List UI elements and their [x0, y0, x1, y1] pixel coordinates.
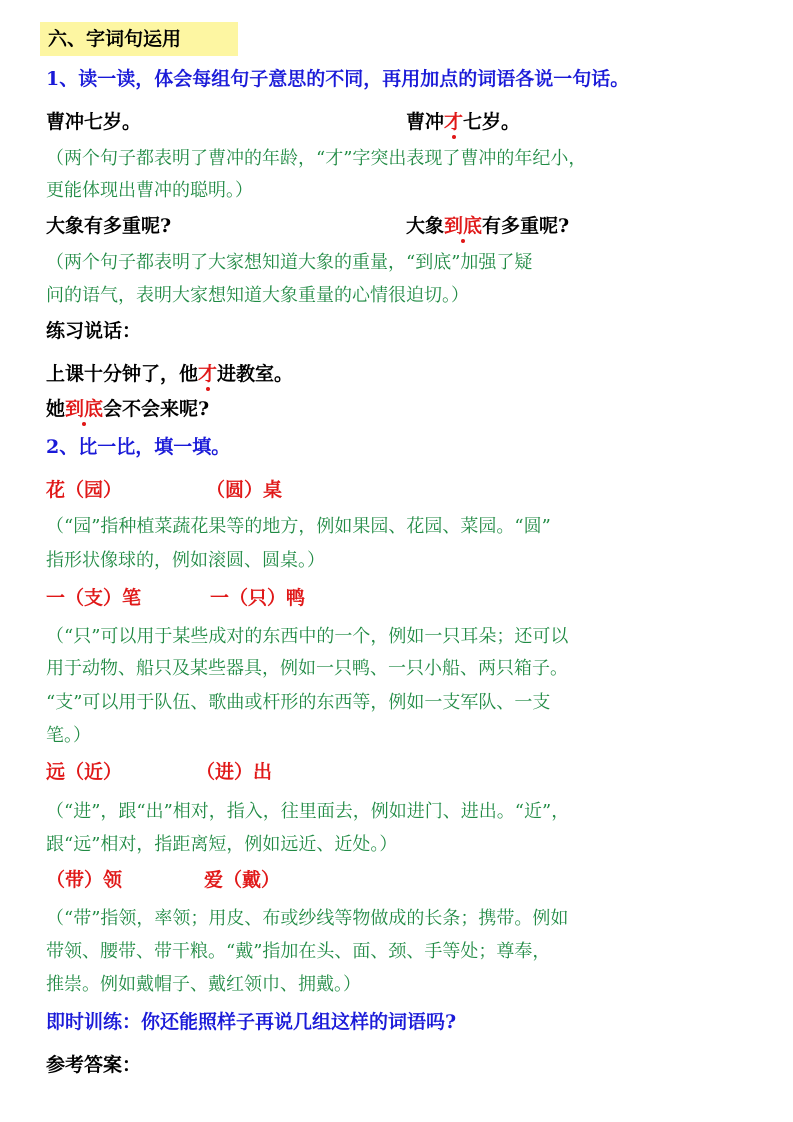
sentence-emphasized: 曹冲才七岁。	[406, 111, 521, 133]
dotted-word: 到底	[444, 215, 483, 237]
word-b: 一（只）鸭	[210, 587, 306, 609]
explanation-line: （“园”指种植菜蔬花果等的地方，例如果园、花园、菜园。“圆”	[46, 516, 551, 537]
dotted-word: 才	[198, 363, 218, 385]
dotted-word: 才	[444, 111, 464, 133]
question-2-heading: 2、比一比，填一填。	[46, 436, 231, 458]
word-a: 花（园）	[46, 479, 123, 501]
explanation-line: （“带”指领，率领；用皮、布或纱线等物做成的长条；携带。例如	[46, 908, 569, 929]
practice-sentence-1: 上课十分钟了，他才进教室。	[46, 363, 294, 385]
explanation-line: （“只”可以用于某些成对的东西中的一个，例如一只耳朵；还可以	[46, 626, 569, 647]
sentence-plain: 大象有多重呢?	[46, 215, 172, 237]
explanation-line: （两个句子都表明了大家想知道大象的重量，“到底”加强了疑	[46, 252, 533, 273]
word-a: （带）领	[46, 869, 123, 891]
word-group-3	[46, 761, 273, 783]
sentence-pair-2	[46, 215, 570, 237]
explanation-line: （“进”，跟“出”相对，指入，往里面去，例如进门、进出。“近”，	[46, 801, 570, 822]
section-title: 六、字词句运用	[40, 22, 238, 56]
explanation-line: 问的语气，表明大家想知道大象重量的心情很迫切。）	[46, 285, 469, 306]
word-b: （进）出	[196, 761, 273, 783]
word-group-4	[46, 869, 281, 891]
explanation-line: 带领、腰带、带干粮。“戴”指加在头、面、颈、手等处；尊奉，	[46, 941, 551, 962]
practice-label: 练习说话：	[46, 320, 142, 342]
explanation-line: 用于动物、船只及某些器具，例如一只鸭、一只小船、两只箱子。	[46, 658, 568, 679]
explanation-line: “支”可以用于队伍、歌曲或杆形的东西等，例如一支军队、一支	[46, 692, 551, 713]
word-b: 爱（戴）	[204, 869, 281, 891]
sentence-plain: 曹冲七岁。	[46, 111, 142, 133]
practice-sentence-2: 她到底会不会来呢?	[46, 398, 210, 420]
explanation-line: 更能体现出曹冲的聪明。）	[46, 180, 253, 201]
word-group-1	[46, 479, 283, 501]
answer-label: 参考答案：	[46, 1054, 142, 1076]
explanation-line: 指形状像球的，例如滚圆、圆桌。）	[46, 550, 325, 571]
sentence-pair-1	[46, 111, 521, 133]
explanation-line: （两个句子都表明了曹冲的年龄，“才”字突出表现了曹冲的年纪小，	[46, 148, 587, 169]
dotted-word: 到底	[65, 398, 104, 420]
explanation-line: 跟“远”相对，指距离短，例如远近、近处。）	[46, 834, 398, 855]
sentence-emphasized: 大象到底有多重呢?	[406, 215, 570, 237]
practice-prompt: 即时训练：你还能照样子再说几组这样的词语吗?	[46, 1011, 457, 1033]
word-b: （圆）桌	[206, 479, 283, 501]
explanation-line: 笔。）	[46, 725, 91, 746]
question-1-heading: 1、读一读，体会每组句子意思的不同，再用加点的词语各说一句话。	[46, 68, 630, 90]
word-a: 一（支）笔	[46, 587, 142, 609]
word-group-2	[46, 587, 306, 609]
explanation-line: 推崇。例如戴帽子、戴红领巾、拥戴。）	[46, 974, 361, 995]
word-a: 远（近）	[46, 761, 123, 783]
